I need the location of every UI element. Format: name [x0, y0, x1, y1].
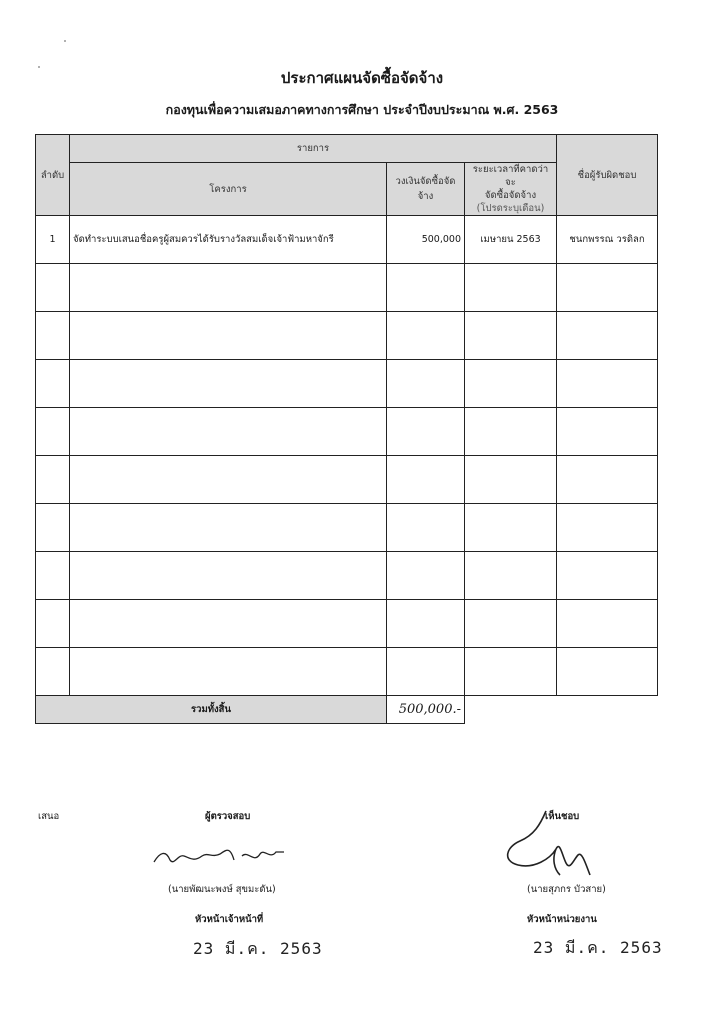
header-no: ลำดับ	[36, 135, 70, 216]
header-budget: วงเงินจัดซื้อจัดจ้าง	[387, 163, 465, 216]
cell-period	[465, 600, 557, 648]
total-value: 500,000.-	[387, 696, 465, 724]
cell-responsible	[557, 600, 658, 648]
cell-no	[36, 456, 70, 504]
cell-budget	[387, 408, 465, 456]
propose-label: เสนอ	[38, 811, 60, 822]
approver-signature	[500, 805, 610, 885]
cell-project	[70, 264, 387, 312]
cell-responsible	[557, 504, 658, 552]
cell-budget	[387, 456, 465, 504]
cell-period	[465, 504, 557, 552]
approver-name: (นายสุภกร บัวสาย)	[527, 884, 606, 895]
cell-project	[70, 600, 387, 648]
cell-project	[70, 360, 387, 408]
cell-responsible: ชนกพรรณ วรดิลก	[557, 216, 658, 264]
cell-period	[465, 360, 557, 408]
cell-no	[36, 312, 70, 360]
cell-no	[36, 552, 70, 600]
cell-responsible	[557, 312, 658, 360]
procurement-table	[35, 134, 657, 740]
cell-no	[36, 600, 70, 648]
cell-project: จัดทำระบบเสนอชื่อครูผู้สมควรได้รับรางวัลสมเด็จเจ้าฟ้ามหาจักรี	[70, 216, 387, 264]
cell-responsible	[557, 360, 658, 408]
reviewer-name: (นายพัฒนะพงษ์ สุขมะดัน)	[168, 884, 276, 895]
cell-period	[465, 312, 557, 360]
cell-period	[465, 552, 557, 600]
table-row-empty	[36, 312, 658, 360]
table-row	[36, 216, 658, 264]
cell-project	[70, 312, 387, 360]
total-label: รวมทั้งสิ้น	[36, 696, 387, 724]
table-row-empty	[36, 552, 658, 600]
cell-no	[36, 504, 70, 552]
table-row-empty	[36, 264, 658, 312]
cell-project	[70, 552, 387, 600]
cell-budget: 500,000	[387, 216, 465, 264]
cell-project	[70, 456, 387, 504]
cell-budget	[387, 312, 465, 360]
approver-position: หัวหน้าหน่วยงาน	[527, 914, 597, 925]
cell-responsible	[557, 552, 658, 600]
cell-period	[465, 408, 557, 456]
cell-budget	[387, 600, 465, 648]
approver-label: เห็นชอบ	[545, 811, 580, 822]
cell-budget	[387, 648, 465, 696]
cell-no	[36, 408, 70, 456]
approver-date-stamp: 23 มี.ค. 2563	[533, 938, 663, 957]
cell-budget	[387, 360, 465, 408]
reviewer-date-stamp: 23 มี.ค. 2563	[193, 939, 323, 958]
cell-budget	[387, 504, 465, 552]
cell-responsible	[557, 456, 658, 504]
cell-budget	[387, 552, 465, 600]
reviewer-label: ผู้ตรวจสอบ	[205, 811, 251, 822]
table-row-empty	[36, 504, 658, 552]
header-project: โครงการ	[70, 163, 387, 216]
header-period: ระยะเวลาที่คาดว่า จะ จัดซื้อจัดจ้าง (โปรดระบุเดือน)	[465, 163, 557, 216]
document-title: ประกาศแผนจัดซื้อจัดจ้าง	[280, 69, 444, 87]
cell-project	[70, 648, 387, 696]
cell-project	[70, 408, 387, 456]
table-row-empty	[36, 360, 658, 408]
table-row-empty	[36, 648, 658, 696]
cell-budget	[387, 264, 465, 312]
reviewer-signature	[150, 838, 290, 874]
header-responsible: ชื่อผู้รับผิดชอบ	[557, 135, 658, 216]
cell-period	[465, 264, 557, 312]
cell-project	[70, 504, 387, 552]
cell-period	[465, 648, 557, 696]
header-items: รายการ	[70, 135, 557, 163]
table-row-empty	[36, 408, 658, 456]
cell-period: เมษายน 2563	[465, 216, 557, 264]
cell-responsible	[557, 648, 658, 696]
cell-no: 1	[36, 216, 70, 264]
table-row-empty	[36, 456, 658, 504]
cell-responsible	[557, 408, 658, 456]
cell-no	[36, 264, 70, 312]
total-row	[36, 696, 658, 724]
cell-no	[36, 360, 70, 408]
cell-responsible	[557, 264, 658, 312]
reviewer-position: หัวหน้าเจ้าหน้าที่	[195, 914, 264, 925]
document-subtitle: กองทุนเพื่อความเสมอภาคทางการศึกษา ประจำปีงบประมาณ พ.ศ. 2563	[165, 102, 559, 117]
cell-period	[465, 456, 557, 504]
cell-no	[36, 648, 70, 696]
table-row-empty	[36, 600, 658, 648]
